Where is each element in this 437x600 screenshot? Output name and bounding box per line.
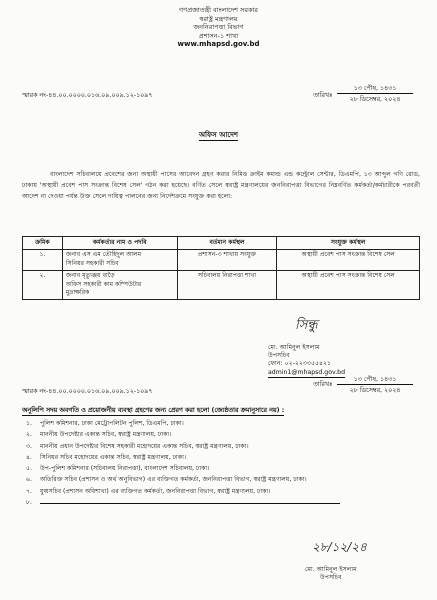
cell-attached: অস্থায়ী প্রবেশ পাস সংক্রান্ত বিশেষ সেল (277, 249, 420, 270)
table-row (23, 249, 420, 270)
list-item: ৬. অতিরিক্ত সচিব (প্রশাসন ও অর্থ অনুবিভাগ) এর ব্যক্তিগত কর্মকর্তা, জননিরাপত্তা বিভাগ, স্বরাষ্ট্র মন্ত্রণালয়, ঢাকা। (26, 476, 307, 484)
blank-line (40, 497, 340, 504)
order-paragraph: বাংলাদেশ সচিবালয়ে প্রবেশের জন্য অস্থায়ী পাসের আবেদন গ্রহণ করার নিমিত্ত ক্রাইম কমান্ড এন্ড কন্ট্রোল সেন্টার, ডিএমপি, ১৩ আব্দুল গণি রোড, ঢাকায় 'অস্থায়ী প্রবেশ পাস সংক্রান্ত বিশেষ সেল' গঠন করা হয়েছে। বর্ণিত সেলে স্বরাষ্ট্র মন্ত্রণালয়ের জননিরাপত্তা বিভাগের নিম্নবর্ণিত কর্মকর্তা/কর্মচারীকে পরবর্তী আদেশ না দেওয়া পর্যন্ত উক্ত সেলে দায়িত্ব পালনের জন্য নির্দেশক্রমে সংযুক্ত করা হলো: (22, 171, 420, 200)
order-title (0, 129, 437, 141)
signatory-designation-2: উপসচিব (319, 574, 342, 582)
col-name: কর্মকর্তার নাম ও পদবি (62, 237, 177, 250)
cc-heading: অনুলিপি সদয় অবগতি ও প্রয়োজনীয় ব্যবস্থা গ্রহণের জন্য প্রেরণ করা হলো (জ্যেষ্ঠতার ক্রমানুসারে নয়) : (22, 407, 285, 414)
signatory-phone: ফোন: ০২-২২৩৩৫৫৪২১ (268, 360, 332, 368)
signatory-email: admin1@mhapsd.gov.bd (268, 369, 345, 378)
list-item: ৫. উপ-পুলিশ কমিশনার (সচিবালয় নিরাপত্তা), বাংলাদেশ সচিবালয়, ঢাকা। (26, 465, 210, 473)
signature-scribble: সিন্ধু (295, 318, 318, 333)
date-label: তারিখঃ (313, 92, 333, 99)
cell-attached: অস্থায়ী প্রবেশ পাস সংক্রান্ত বিশেষ সেল (277, 270, 420, 300)
section-name: প্রশাসন-১ শাখা (198, 31, 239, 40)
list-item: ৩. মাননীয় প্রধান উপদেষ্টার বিশেষ সহকারী মহোদয়ের একান্ত সচিব, স্বরাষ্ট্র মন্ত্রণালয়, ঢাকা। (26, 442, 249, 450)
cell-current: সচিবালয় নিরাপত্তা শাখা (177, 270, 277, 300)
table-row (23, 270, 420, 300)
memo-number: স্মারক নং-৪৪.০০.০০০০.০১৬.০৯.০০৯.১২-১০৯৭ (22, 92, 153, 99)
list-item: ৮. (26, 497, 424, 508)
order-title-text: অফিস আদেশ (198, 131, 239, 139)
cell-name: জনাব মৃত্যুঞ্জয় বাড়ৈ অফিস সহকারী কাম কম্পিউটার মুদ্রাক্ষরিক (62, 270, 177, 300)
government-name: গণপ্রজাতন্ত্রী বাংলাদেশ সরকার (179, 6, 258, 14)
division-name: জননিরাপত্তা বিভাগ (193, 23, 244, 32)
cell-serial: ২. (23, 270, 63, 300)
signature-block (268, 344, 345, 378)
signatory-name: মো. আমিনুল ইসলাম (268, 344, 320, 351)
col-current-workplace: বর্তমান কর্মস্থল (177, 237, 277, 250)
list-item: ১. পুলিশ কমিশনার, ঢাকা মেট্রোপলিটন পুলিশ, ডিএমপি, ঢাকা। (26, 420, 184, 427)
signature-scribble-2: ২৮/১২/২৪ (312, 540, 367, 554)
website: www.mhapsd.gov.bd (177, 40, 260, 49)
memo-number-2: স্মারক নং-৪৪.০০.০০০০.০১৬.০৯.০০৯.১২-১০৯৭ (22, 388, 153, 395)
cell-serial: ১. (23, 249, 63, 270)
cell-name: জনাব এস এম তৌহিদুল আলম সিনিয়র সহকারী সচিব (62, 249, 177, 270)
col-attached-workplace: সংযুক্ত কর্মস্থল (277, 237, 420, 250)
table-header-row (23, 237, 420, 250)
list-item: ৪. সিনিয়র সচিব মহোদয়ের একান্ত সচিব, স্বরাষ্ট্র মন্ত্রণালয়, ঢাকা। (26, 453, 187, 461)
date-english: ২৮ ডিসেম্বর, ২০২৪ (349, 96, 401, 103)
signatory-name-2: মো. আমিনুল ইসলাম (305, 566, 357, 573)
cc-list (26, 418, 424, 508)
date-label-2: তারিখঃ (313, 381, 333, 388)
date-block-2 (337, 376, 413, 395)
date-bangla: ১৩ পৌষ, ১৪৩১ (337, 85, 413, 94)
date-bangla-2: ১৩ পৌষ, ১৪৩১ (337, 376, 413, 385)
col-serial: ক্রমিক (23, 237, 63, 250)
staff-table (22, 236, 420, 300)
list-item: ২. মাননীয় উপদেষ্টার একান্ত সচিব, স্বরাষ্ট্র মন্ত্রণালয়, ঢাকা। (26, 431, 172, 439)
date-block (337, 85, 413, 104)
letterhead (0, 6, 437, 49)
signature-block-2 (305, 566, 357, 582)
cell-current: প্রশাসন-৩ শাখায় সংযুক্ত (177, 249, 277, 270)
list-item: ৭. যুগ্মসচিব (প্রশাসন অধিশাখা) এর ব্যক্তিগত কর্মকর্তা, জননিরাপত্তা বিভাগ, স্বরাষ্ট্র মন্ত্রণালয়, ঢাকা। (26, 487, 271, 495)
ministry-name: স্বরাষ্ট্র মন্ত্রণালয় (199, 14, 238, 23)
signatory-designation: উপসচিব (268, 352, 290, 360)
date-english-2: ২৮ ডিসেম্বর, ২০২৪ (349, 387, 401, 394)
